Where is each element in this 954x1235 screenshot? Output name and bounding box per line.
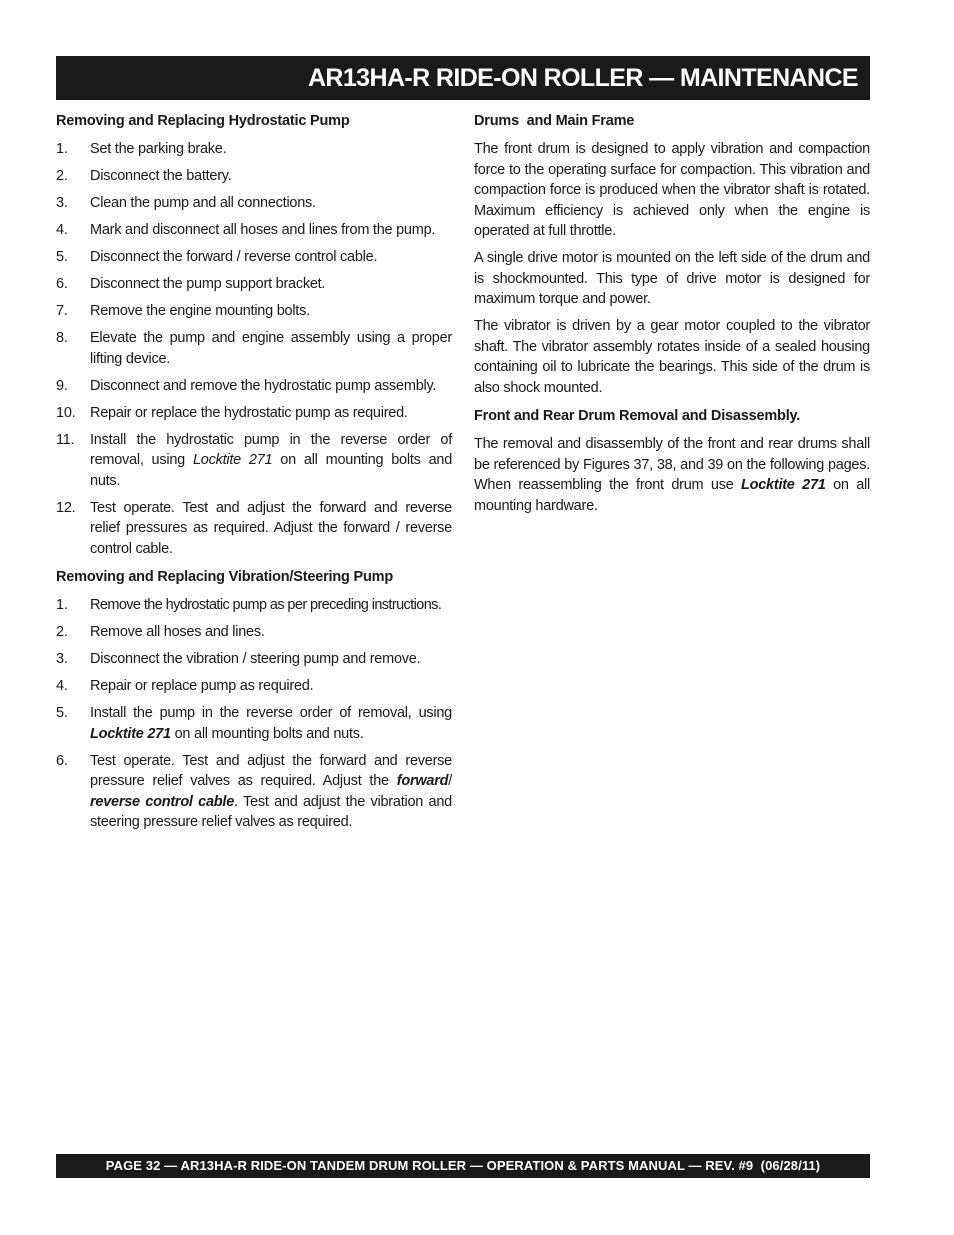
emphasis-forward: forward xyxy=(396,773,449,789)
step-text: Remove the engine mounting bolts. xyxy=(90,303,310,319)
list-item xyxy=(56,166,452,187)
step-number: 5. xyxy=(56,249,68,265)
step-text: Test operate. Test and adjust the forward and reverse relief pressures as required. Adjust the forward / reverse control cable. xyxy=(90,499,452,557)
page-header xyxy=(56,56,870,100)
step-text: Repair or replace the hydrostatic pump as required. xyxy=(90,404,408,421)
list-item xyxy=(56,328,452,369)
step-text: Remove the hydrostatic pump as per preceding instructions. xyxy=(90,597,442,613)
list-item xyxy=(56,595,452,616)
step-text: Set the parking brake. xyxy=(90,141,227,157)
step-text-part: . Test and adjust the vibration and steering pressure relief valves as required. xyxy=(90,793,452,830)
step-number: 3. xyxy=(56,651,68,667)
step-number: 6. xyxy=(56,276,68,292)
step-text xyxy=(90,430,452,492)
vibration-steering-pump-steps xyxy=(56,595,452,833)
list-item xyxy=(56,139,452,160)
step-text-part: Install the hydrostatic pump in the reverse order of removal, using xyxy=(90,431,452,468)
step-number: 11. xyxy=(56,431,75,448)
right-column xyxy=(474,112,870,523)
footer-text: PAGE 32 — AR13HA-R RIDE-ON TANDEM DRUM ROLLER — OPERATION & PARTS MANUAL — REV. #9 (06/28/11) xyxy=(105,1158,821,1173)
step-text-part: Install the pump in the reverse order of removal, using xyxy=(90,705,452,721)
list-item xyxy=(56,247,452,268)
step-number: 3. xyxy=(56,195,68,211)
step-text: Repair or replace pump as required. xyxy=(90,678,314,694)
paragraph-drive-motor: A single drive motor is mounted on the left side of the drum and is shockmounted. This type of drive motor is designed for maximum torque and power. xyxy=(474,250,870,307)
product-name: Locktite 271 xyxy=(741,477,826,493)
section-heading-hydrostatic-pump: Removing and Replacing Hydrostatic Pump xyxy=(56,113,350,129)
step-text: Disconnect the battery. xyxy=(90,168,232,184)
step-text-part: on all mounting bolts and nuts. xyxy=(90,452,453,489)
step-text-part: on all mounting bolts and nuts. xyxy=(170,725,364,742)
step-number: 7. xyxy=(56,303,68,319)
step-text: Disconnect the vibration / steering pump and remove. xyxy=(90,651,421,667)
list-item xyxy=(56,751,452,833)
step-number: 9. xyxy=(56,377,68,394)
hydrostatic-pump-steps xyxy=(56,139,452,559)
list-item xyxy=(56,622,452,643)
list-item xyxy=(56,676,452,697)
step-number: 1. xyxy=(56,597,68,613)
list-item xyxy=(56,649,452,670)
paragraph-drum-removal xyxy=(474,434,870,516)
list-item xyxy=(56,403,452,424)
step-text: Disconnect and remove the hydrostatic pump assembly. xyxy=(90,377,437,394)
emphasis-reverse-control-cable: reverse control cable xyxy=(90,793,235,810)
step-number: 2. xyxy=(56,168,68,184)
step-text: Remove all hoses and lines. xyxy=(90,624,265,640)
step-number: 4. xyxy=(56,222,68,238)
page-title: AR13HA-R RIDE-ON ROLLER — MAINTENANCE xyxy=(307,64,858,92)
left-column xyxy=(56,112,452,842)
step-number: 1. xyxy=(56,141,68,157)
list-item xyxy=(56,498,452,560)
step-text-part: Test operate. Test and adjust the forward and reverse pressure relief valves as required. Adjust the xyxy=(90,752,452,789)
list-item xyxy=(56,430,452,492)
page-footer xyxy=(56,1154,870,1178)
step-number: 4. xyxy=(56,678,68,694)
step-number: 2. xyxy=(56,624,68,640)
paragraph-text-part: on all mounting hardware. xyxy=(474,477,870,514)
list-item xyxy=(56,193,452,214)
list-item xyxy=(56,301,452,322)
step-number: 8. xyxy=(56,330,68,346)
section-heading-drum-removal: Front and Rear Drum Removal and Disassembly. xyxy=(474,408,801,424)
list-item xyxy=(56,274,452,295)
step-text xyxy=(90,703,452,744)
list-item xyxy=(56,703,452,744)
product-name: Locktite 271 xyxy=(90,725,171,742)
step-text: Mark and disconnect all hoses and lines from the pump. xyxy=(90,222,436,238)
step-number: 5. xyxy=(56,705,68,721)
step-text-separator: / xyxy=(448,773,452,789)
section-heading-drums-main-frame: Drums and Main Frame xyxy=(474,113,635,129)
step-number: 6. xyxy=(56,752,68,769)
step-number: 10. xyxy=(56,404,76,421)
step-text: Disconnect the pump support bracket. xyxy=(90,276,326,292)
paragraph-text-part: The removal and disassembly of the front and rear drums shall be referenced by Figures 37, 38, and 39 on the following pages. When reassembling the front drum use xyxy=(474,436,870,493)
step-text xyxy=(90,751,452,833)
product-name: Locktite 271 xyxy=(192,452,273,468)
step-text: Elevate the pump and engine assembly using a proper lifting device. xyxy=(90,330,452,367)
step-text: Clean the pump and all connections. xyxy=(90,195,316,211)
step-number: 12. xyxy=(56,499,76,516)
step-text: Disconnect the forward / reverse control cable. xyxy=(90,249,378,265)
list-item xyxy=(56,220,452,241)
paragraph-front-drum: The front drum is designed to apply vibration and compaction force to the operating surface for compaction. This vibration and compaction force is produced when the vibrator shaft is rotated. Maximum efficiency is achieved only when the engine is operated at full throttle. xyxy=(474,141,870,239)
list-item xyxy=(56,376,452,397)
section-heading-vibration-steering-pump: Removing and Replacing Vibration/Steering Pump xyxy=(56,569,393,585)
paragraph-vibrator: The vibrator is driven by a gear motor coupled to the vibrator shaft. The vibrator assembly rotates inside of a sealed housing containing oil to lubricate the bearings. This side of the drum is also shock mounted. xyxy=(474,318,870,396)
